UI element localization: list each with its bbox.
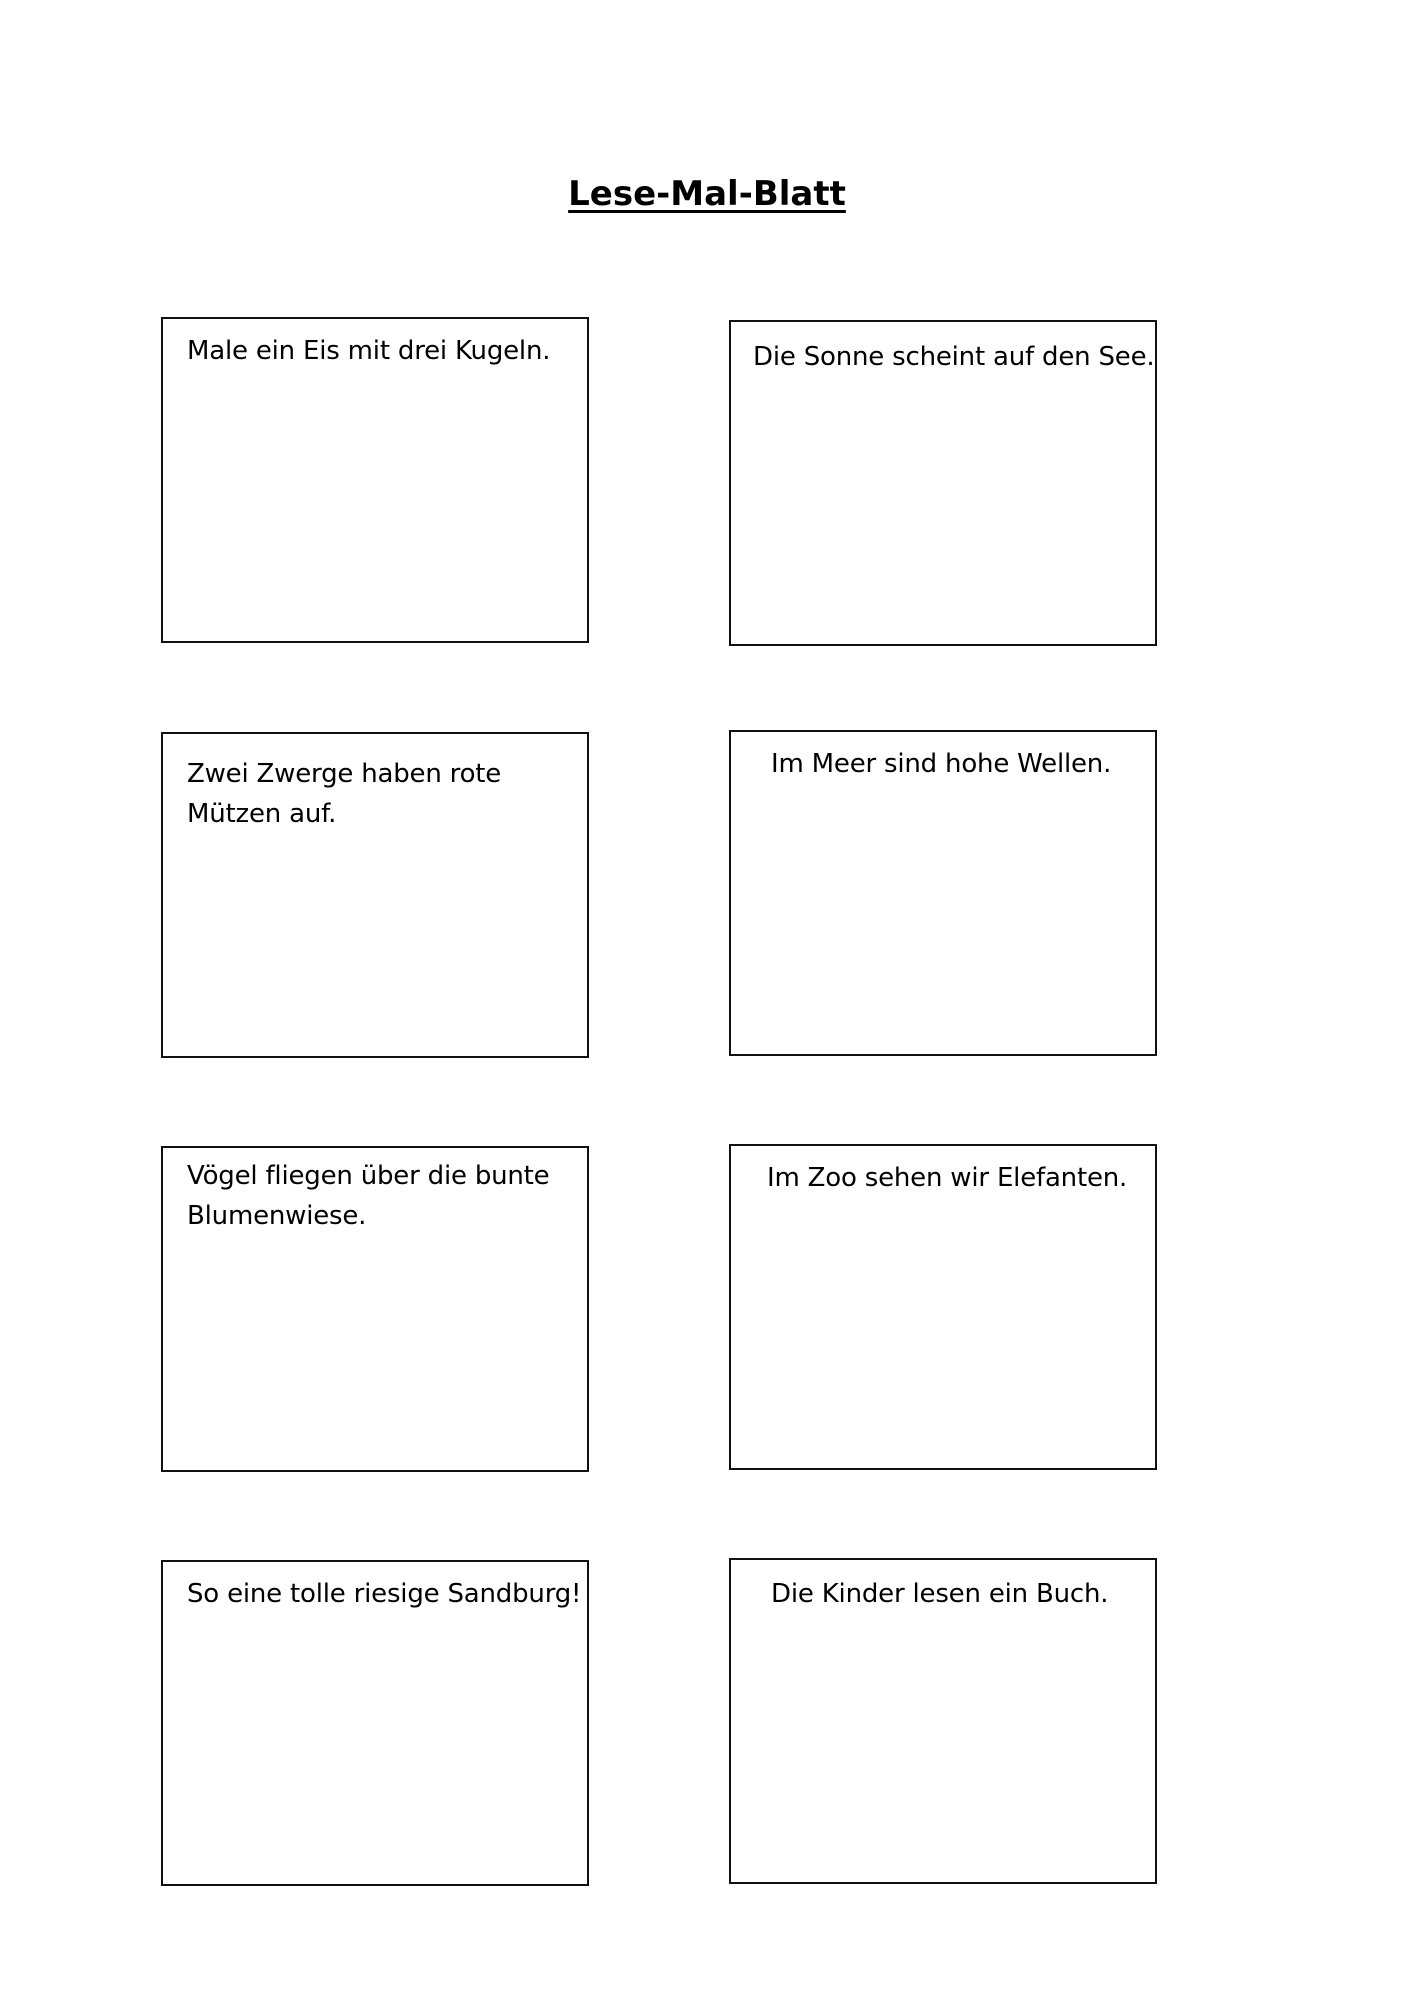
drawing-box-4[interactable] — [729, 730, 1157, 1056]
box-sentence: Im Meer sind hohe Wellen. — [771, 749, 1112, 779]
box-sentence: Male ein Eis mit drei Kugeln. — [187, 336, 551, 366]
box-sentence: Zwei Zwerge haben rote Mützen auf. — [187, 759, 502, 829]
box-sentence: Die Kinder lesen ein Buch. — [771, 1579, 1109, 1609]
box-sentence: Im Zoo sehen wir Elefanten. — [767, 1163, 1128, 1193]
drawing-box-2[interactable] — [729, 320, 1157, 646]
drawing-box-8[interactable] — [729, 1558, 1157, 1884]
box-sentence: So eine tolle riesige Sandburg! — [187, 1579, 582, 1609]
page-title-text: Lese-Mal-Blatt — [568, 174, 846, 214]
drawing-box-5[interactable] — [161, 1146, 589, 1472]
drawing-box-1[interactable] — [161, 317, 589, 643]
page-title — [0, 172, 1414, 216]
box-sentence: Vögel fliegen über die bunte Blumenwiese. — [187, 1161, 550, 1231]
box-sentence: Die Sonne scheint auf den See. — [753, 342, 1155, 372]
drawing-box-7[interactable] — [161, 1560, 589, 1886]
drawing-box-3[interactable] — [161, 732, 589, 1058]
drawing-box-6[interactable] — [729, 1144, 1157, 1470]
